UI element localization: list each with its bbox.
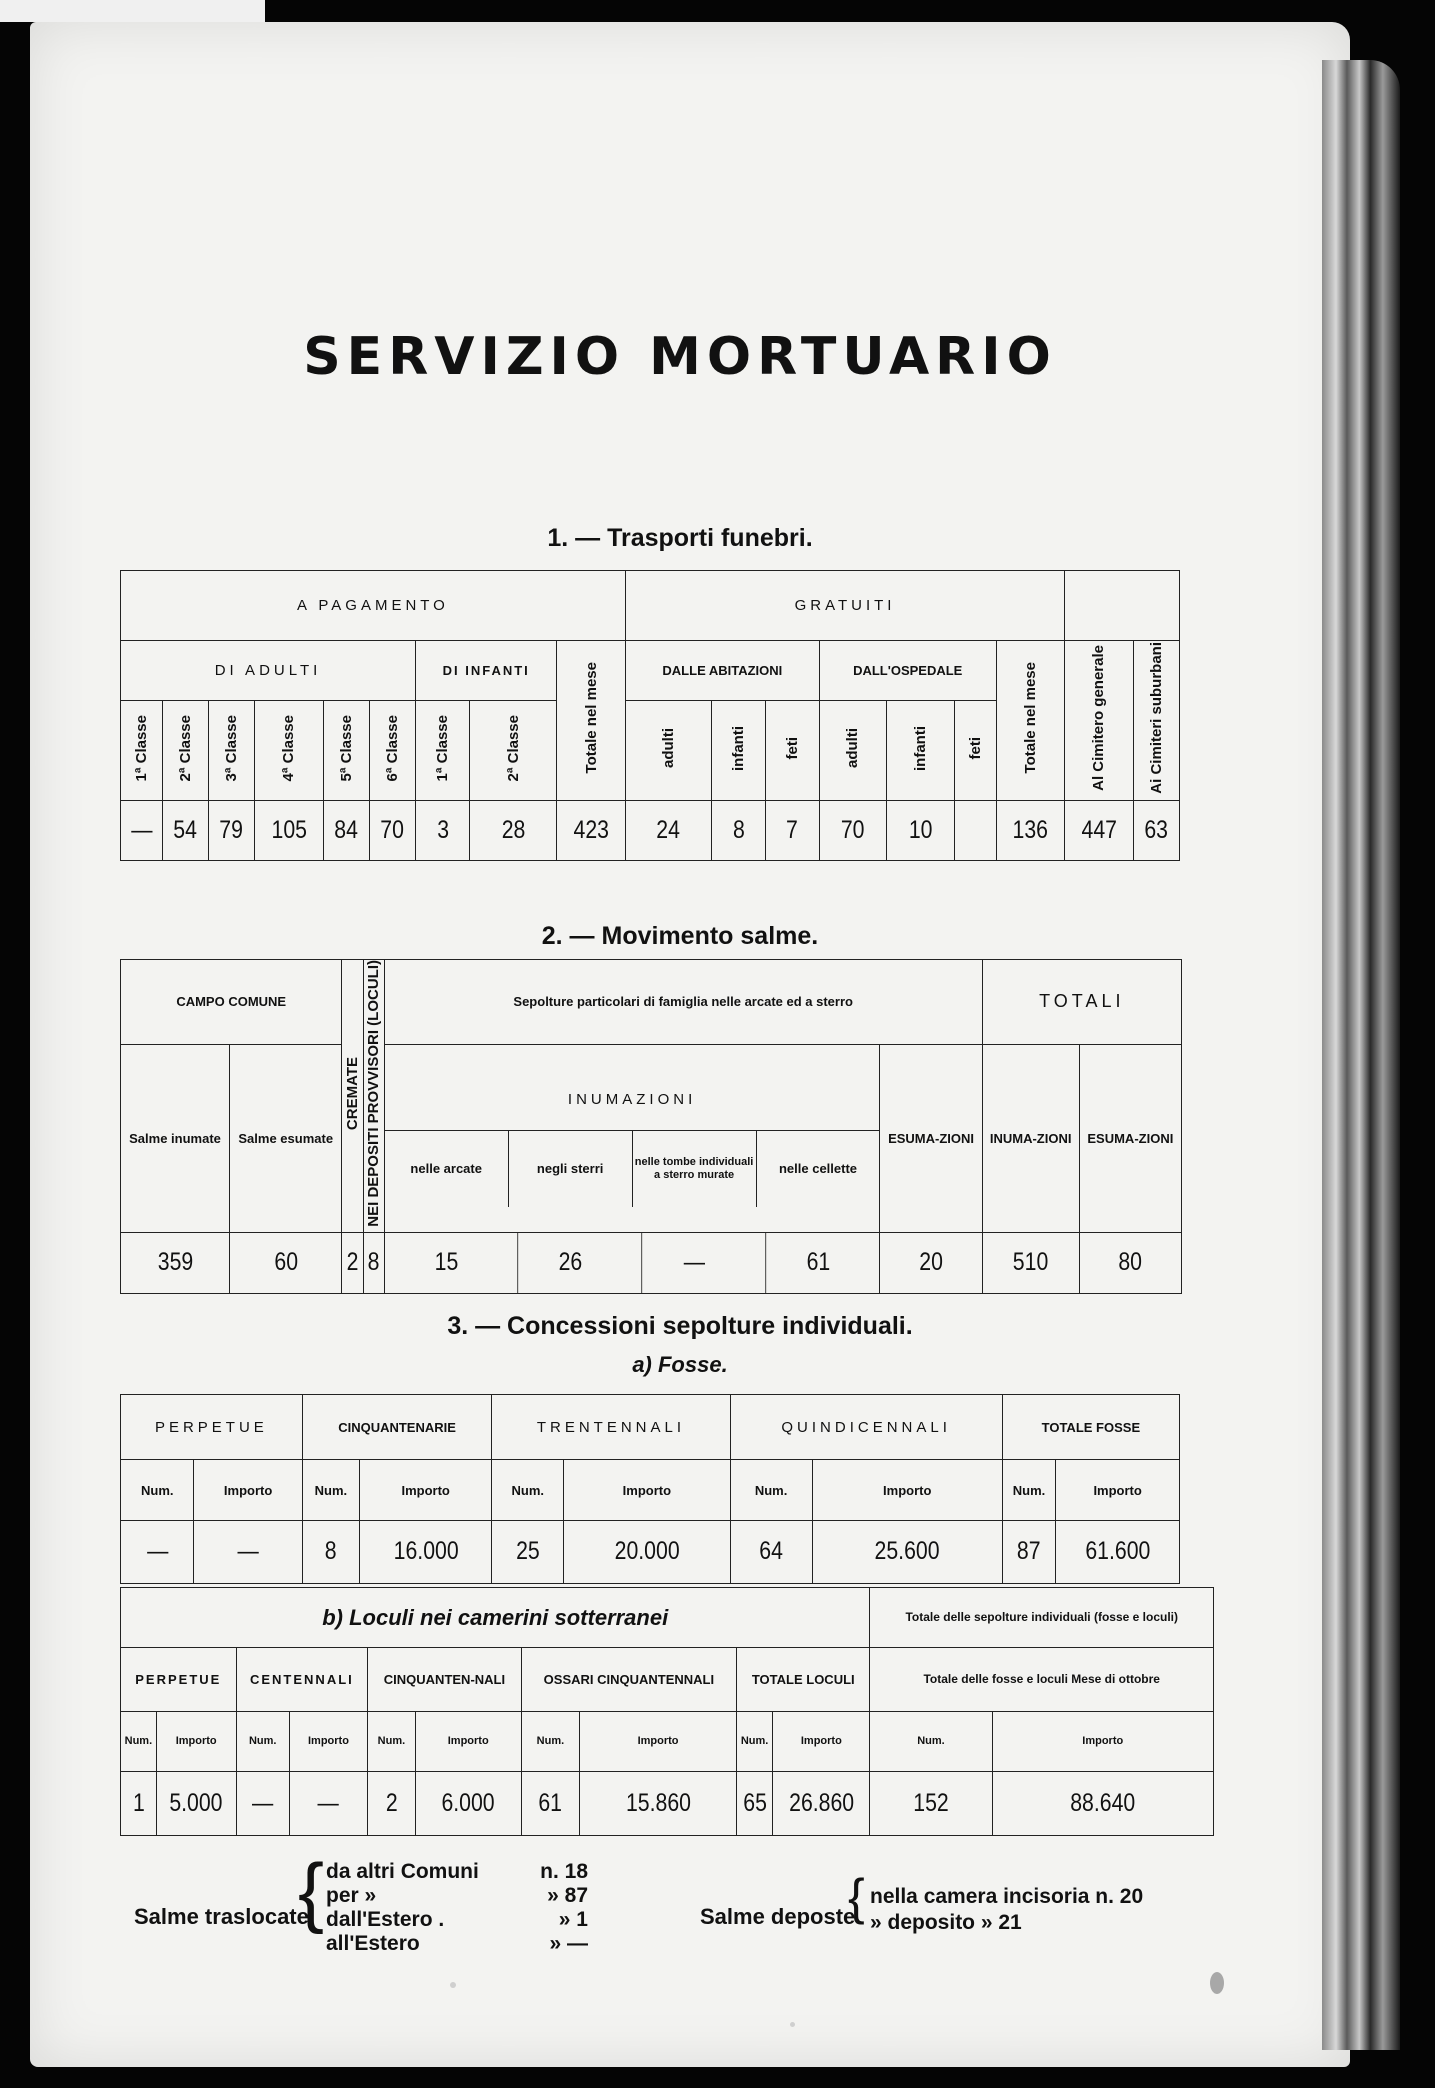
col-num: Num. <box>236 1712 289 1772</box>
header-depositi: NEI DEPOSITI PROVVISORI (LOCULI) <box>365 960 383 1227</box>
header-di-infanti: DI INFANTI <box>416 641 557 701</box>
section-1-heading: 1. — Trasporti funebri. <box>547 524 813 552</box>
col-classe: 4ª Classe <box>280 714 298 782</box>
table-cell: 6.000 <box>423 1772 513 1836</box>
traslocate-value: » — <box>549 1932 588 1955</box>
col-importo: Importo <box>992 1712 1213 1772</box>
traslocate-value: n. 18 <box>540 1860 588 1883</box>
header-totale-fosse: TOTALE FOSSE <box>1002 1395 1179 1460</box>
col-negli-sterri: negli sterri <box>508 1131 632 1207</box>
traslocate-value: » 87 <box>547 1884 588 1907</box>
col-num: Num. <box>368 1712 416 1772</box>
header-totale-loculi: TOTALE LOCULI <box>737 1648 870 1712</box>
section-3b-heading: b) Loculi nei camerini sotterranei <box>121 1588 870 1648</box>
col-esumazioni: ESUMA-ZIONI <box>880 1044 982 1232</box>
col-num: Num. <box>121 1712 157 1772</box>
table-cell: 2 <box>344 1232 362 1293</box>
traslocate-value: » 1 <box>558 1908 588 1931</box>
col-salme-inumate: Salme inumate <box>121 1044 230 1232</box>
page-title: SERVIZIO MORTUARIO <box>303 327 1057 387</box>
col-classe: 1ª Classe <box>434 714 452 782</box>
traslocate-line: da altri Comuni <box>326 1860 479 1883</box>
table-cell: — <box>240 1772 285 1836</box>
col-num: Num. <box>521 1712 579 1772</box>
header-perpetue: PERPETUE <box>121 1648 237 1712</box>
page-edge-shadow <box>1322 60 1400 2050</box>
table-cell: 1 <box>123 1772 153 1836</box>
col-adulti: adulti <box>660 728 677 768</box>
header-quindicennali: QUINDICENNALI <box>730 1395 1002 1460</box>
col-classe: 2ª Classe <box>176 714 194 782</box>
col-importo: Importo <box>156 1712 236 1772</box>
col-importo: Importo <box>360 1460 492 1521</box>
table-cell: 25.600 <box>826 1520 988 1583</box>
table-cell: 510 <box>989 1232 1072 1293</box>
table-fosse <box>120 1394 1180 1584</box>
col-tot-inumazioni: INUMA-ZIONI <box>982 1044 1079 1232</box>
col-num: Num. <box>492 1460 564 1521</box>
header-di-adulti: DI ADULTI <box>121 641 416 701</box>
col-num: Num. <box>730 1460 812 1521</box>
col-classe: 6ª Classe <box>383 714 401 782</box>
col-tot-esumazioni: ESUMA-ZIONI <box>1079 1044 1181 1232</box>
header-totale-sepolture: Totale delle sepolture individuali (fosse e loculi) <box>870 1588 1214 1648</box>
header-cremate: CREMATE <box>344 1056 362 1130</box>
col-num: Num. <box>737 1712 773 1772</box>
col-nelle-cellette: nelle cellette <box>756 1131 880 1207</box>
traslocate-line: dall'Estero . <box>326 1908 445 1931</box>
table-cell: 20 <box>888 1232 975 1293</box>
col-adulti: adulti <box>844 728 862 768</box>
table-cell: 105 <box>260 801 318 861</box>
header-centennali: CENTENNALI <box>236 1648 368 1712</box>
table-cell: 152 <box>879 1772 983 1836</box>
table-cell: 63 <box>1137 801 1176 861</box>
col-num: Num. <box>870 1712 992 1772</box>
header-totale-fosse-loculi: Totale delle fosse e loculi Mese di ottobre <box>870 1648 1214 1712</box>
table-cell: 65 <box>739 1772 770 1836</box>
scan-speck <box>790 2022 795 2027</box>
col-importo: Importo <box>194 1460 302 1521</box>
table-cell: 423 <box>562 801 620 861</box>
col-importo: Importo <box>1056 1460 1180 1521</box>
col-importo: Importo <box>773 1712 870 1772</box>
header-cimitero-generale: Al Cimitero generale <box>1090 645 1108 791</box>
scan-speck <box>450 1982 456 1988</box>
header-totale-mese-gratuiti: Totale nel mese <box>1021 662 1039 774</box>
header-totali: TOTALI <box>982 960 1181 1045</box>
col-importo: Importo <box>415 1712 521 1772</box>
col-classe: 1ª Classe <box>132 714 150 782</box>
brace-right: { <box>848 1869 865 1925</box>
col-infanti: infanti <box>730 725 747 771</box>
header-sepolture: Sepolture particolari di famiglia nelle arcate ed a sterro <box>384 960 982 1045</box>
col-classe: 5ª Classe <box>337 714 355 782</box>
header-dall-ospedale: DALL'OSPEDALE <box>819 641 996 701</box>
col-num: Num. <box>121 1460 194 1521</box>
deposte-line: nella camera incisoria n. 20 <box>870 1885 1144 1908</box>
header-totale-mese: Totale nel mese <box>582 662 600 774</box>
table-cell: 16.000 <box>369 1520 481 1583</box>
col-importo: Importo <box>564 1460 730 1521</box>
header-cinquantennali: CINQUANTEN-NALI <box>368 1648 522 1712</box>
table-cell: 80 <box>1087 1232 1174 1293</box>
document-page <box>30 22 1350 2067</box>
table-cell: 84 <box>327 801 366 861</box>
table-cell: 5.000 <box>162 1772 230 1836</box>
table-cell: 26.860 <box>780 1772 863 1836</box>
table-cell: 447 <box>1070 801 1128 861</box>
table-cell: 15.860 <box>591 1772 724 1836</box>
table-cell: — <box>124 801 159 861</box>
header-trentennali: TRENTENNALI <box>492 1395 730 1460</box>
table-cell: 25 <box>497 1520 558 1583</box>
deposte-line: » deposito » 21 <box>870 1911 1022 1934</box>
header-inumazioni: INUMAZIONI <box>385 1070 880 1131</box>
col-classe: 3ª Classe <box>222 714 240 782</box>
salme-traslocate-label: Salme traslocate <box>134 1904 309 1929</box>
table-trasporti <box>120 570 1180 861</box>
header-perpetue: PERPETUE <box>121 1395 303 1460</box>
table-movimento-salme <box>120 959 1182 1294</box>
salme-deposte-label: Salme deposte <box>700 1904 856 1929</box>
col-importo: Importo <box>289 1712 367 1772</box>
col-num: Num. <box>302 1460 359 1521</box>
table-cell: — <box>126 1520 188 1583</box>
table-cell: — <box>641 1233 746 1293</box>
table-loculi <box>120 1587 1214 1836</box>
table-cell: — <box>295 1772 362 1836</box>
col-num: Num. <box>1002 1460 1055 1521</box>
header-dalle-abitazioni: DALLE ABITAZIONI <box>625 641 819 701</box>
scan-speck <box>1210 1972 1224 1994</box>
table-cell <box>957 801 993 861</box>
col-importo: Importo <box>580 1712 737 1772</box>
table-cell: — <box>202 1520 294 1583</box>
table-cell: 70 <box>824 801 881 861</box>
table-cell: 79 <box>212 801 251 861</box>
col-feti: feti <box>783 736 801 760</box>
table-cell: 20.000 <box>576 1520 717 1583</box>
header-a-pagamento: A PAGAMENTO <box>121 571 626 641</box>
table-cell: 87 <box>1006 1520 1051 1583</box>
header-gratuiti: GRATUITI <box>625 571 1064 641</box>
section-3-heading: 3. — Concessioni sepolture individuali. <box>447 1312 913 1340</box>
table-cell: 54 <box>166 801 205 861</box>
col-salme-esumate: Salme esumate <box>230 1044 342 1232</box>
brace-left: { <box>298 1847 325 1935</box>
col-infanti: infanti <box>911 725 929 771</box>
col-classe: 2ª Classe <box>504 714 522 782</box>
table-cell: 61.600 <box>1065 1520 1170 1583</box>
table-cell: 8 <box>307 1520 356 1583</box>
section-3a-heading: a) Fosse. <box>632 1352 728 1377</box>
col-nelle-arcate: nelle arcate <box>410 1161 482 1177</box>
table-cell: 8 <box>716 801 762 861</box>
table-cell: 70 <box>373 801 412 861</box>
col-feti: feti <box>966 736 984 760</box>
table-cell: 15 <box>434 1248 459 1277</box>
col-importo: Importo <box>812 1460 1002 1521</box>
table-cell: 28 <box>476 801 550 861</box>
header-ossari: OSSARI CINQUANTENNALI <box>521 1648 736 1712</box>
table-cell: 60 <box>238 1232 334 1293</box>
table-cell: 2 <box>371 1772 411 1836</box>
table-cell: 136 <box>1001 801 1059 861</box>
section-2-heading: 2. — Movimento salme. <box>541 922 819 950</box>
table-cell: 3 <box>420 801 466 861</box>
header-cimiteri-suburbani: Ai Cimiteri suburbani <box>1147 642 1165 794</box>
page-corner <box>0 0 265 22</box>
table-cell: 64 <box>736 1520 806 1583</box>
table-cell: 24 <box>632 801 705 861</box>
table-cell: 26 <box>517 1233 622 1293</box>
table-cell: 359 <box>129 1232 222 1293</box>
table-cell: 88.640 <box>1009 1772 1197 1836</box>
traslocate-line: all'Estero <box>326 1932 420 1955</box>
table-cell: 7 <box>769 801 815 861</box>
table-cell: 10 <box>892 801 949 861</box>
traslocate-line: per » <box>326 1884 377 1907</box>
table-cell: 61 <box>526 1772 576 1836</box>
header-cinquantenarie: CINQUANTENARIE <box>302 1395 492 1460</box>
table-cell: 8 <box>365 1232 383 1293</box>
table-cell: 61 <box>765 1233 870 1293</box>
header-campo-comune: CAMPO COMUNE <box>121 960 342 1045</box>
col-tombe-individuali: nelle tombe individuali a sterro murate <box>632 1131 756 1207</box>
